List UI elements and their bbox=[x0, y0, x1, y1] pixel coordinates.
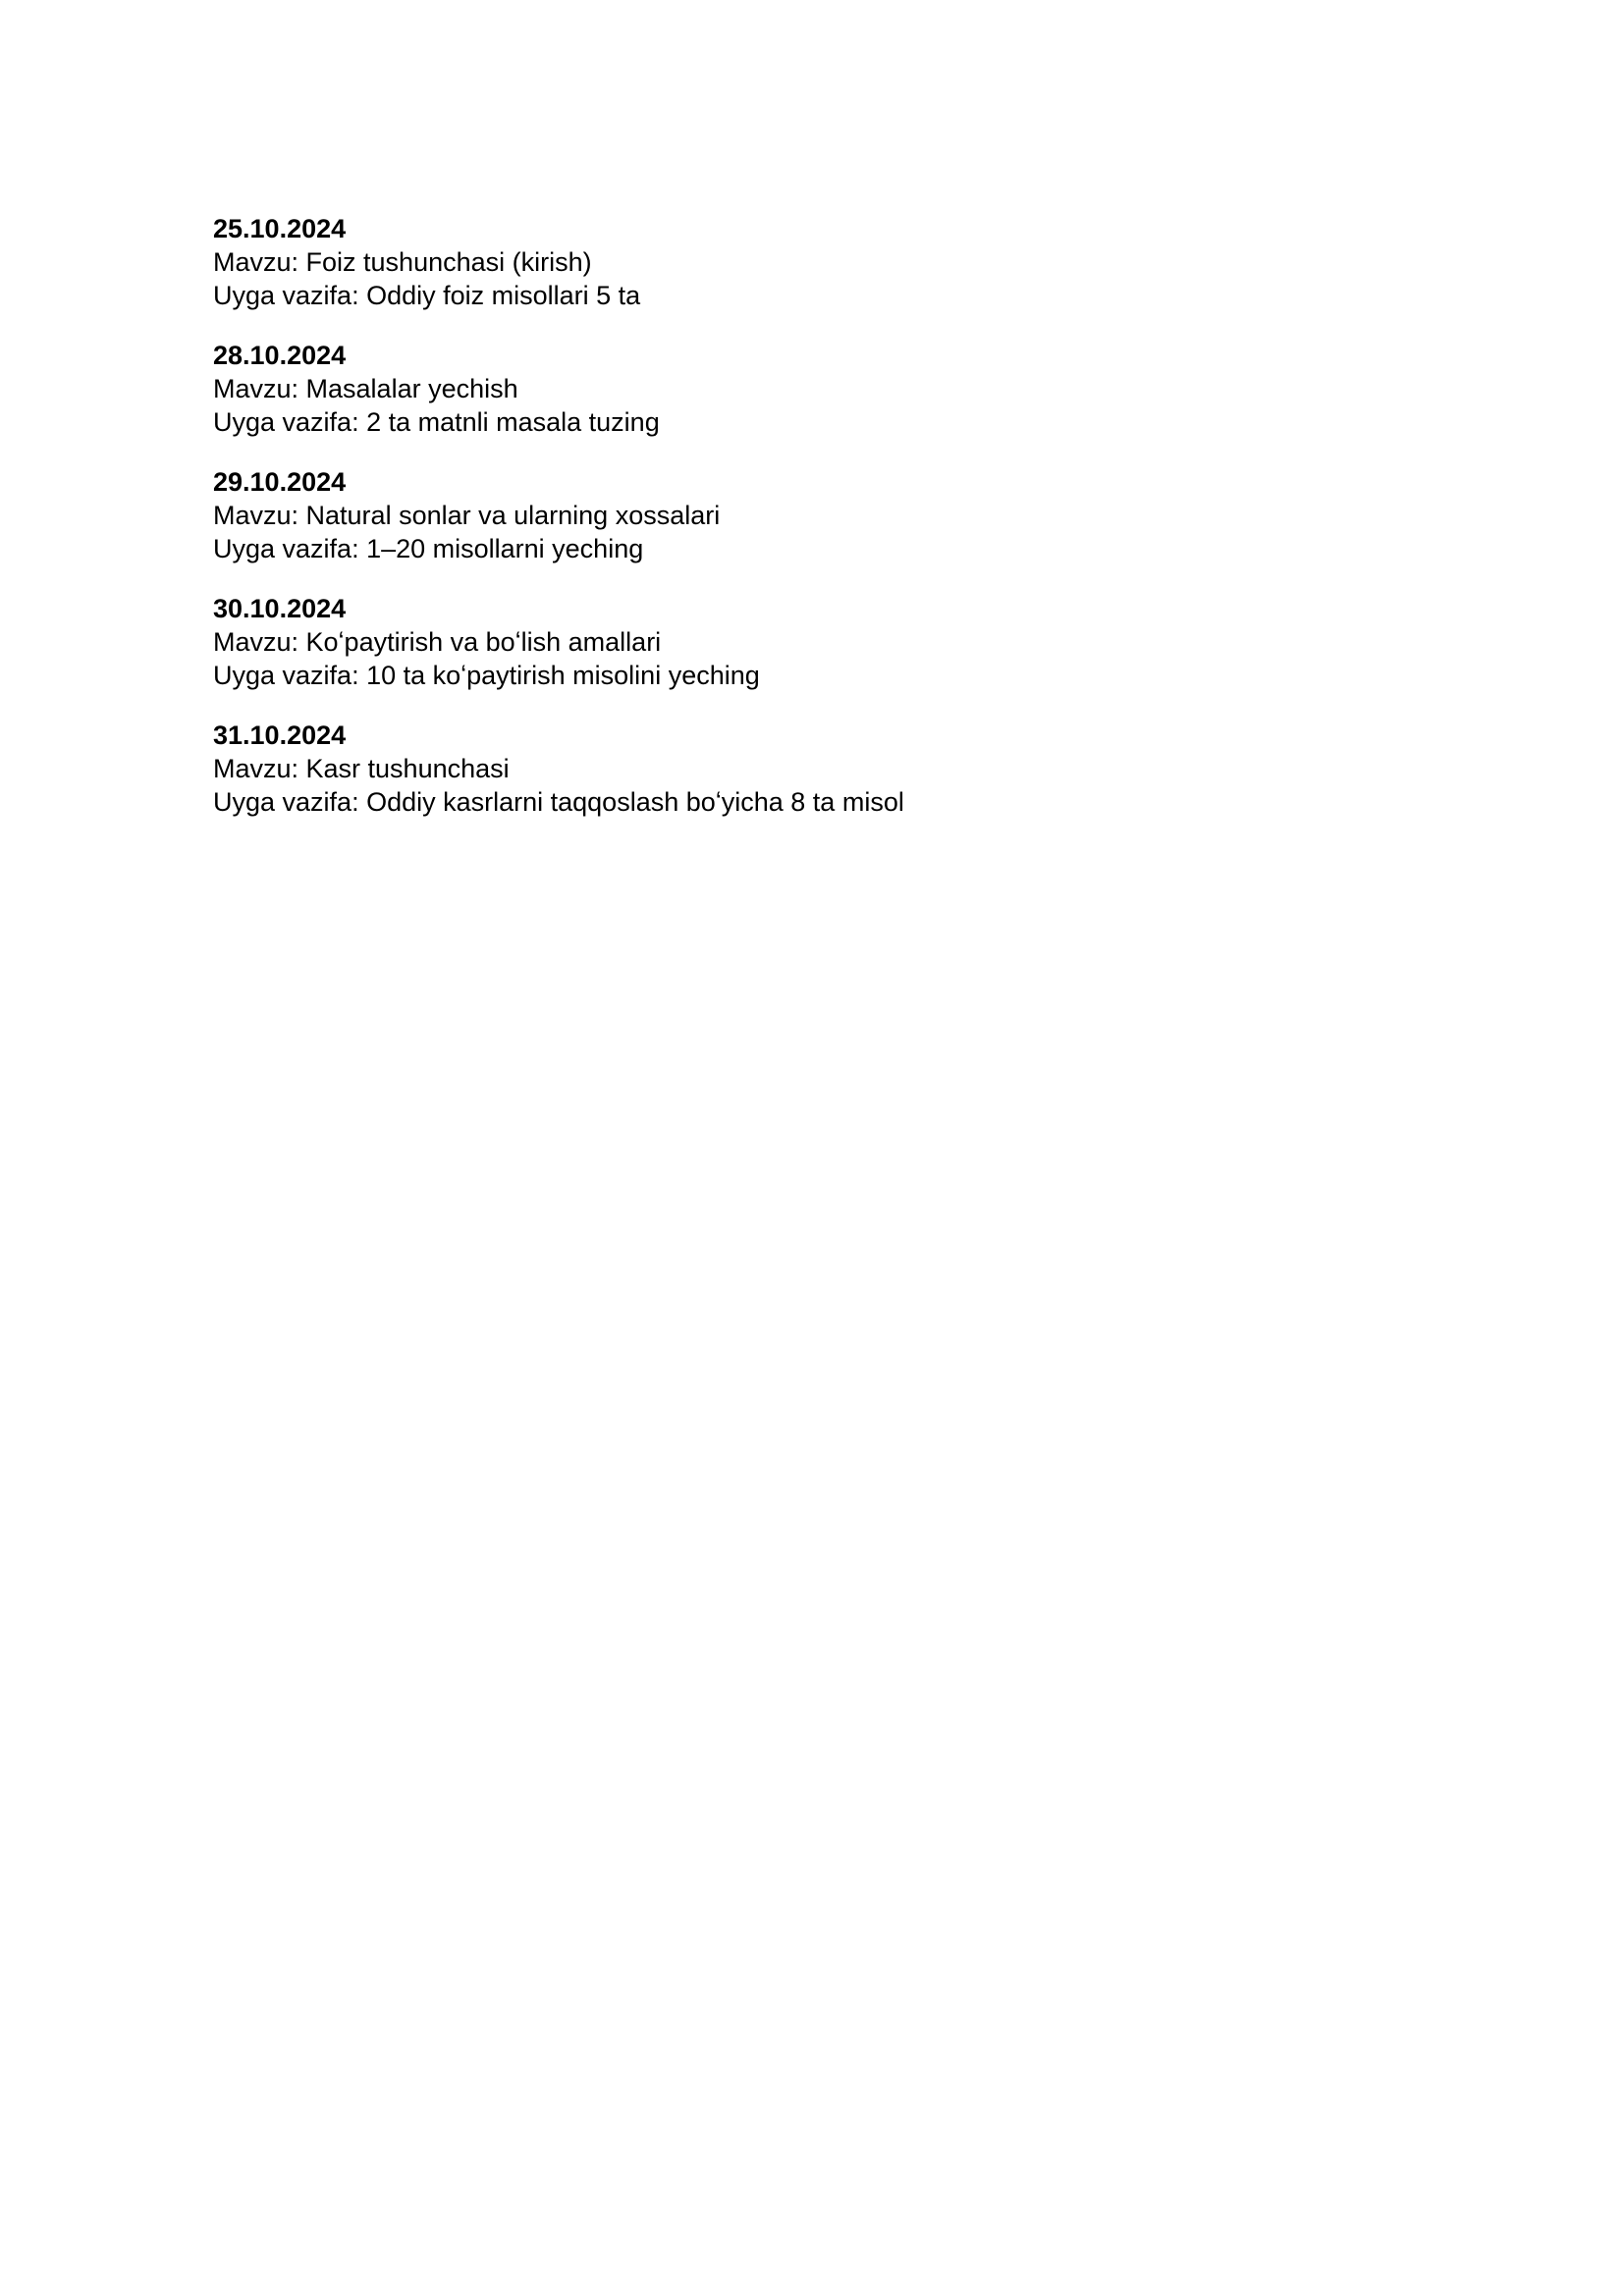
lesson-homework: Uyga vazifa: 1–20 misollarni yeching bbox=[213, 534, 644, 563]
lesson-homework: Uyga vazifa: Oddiy foiz misollari 5 ta bbox=[213, 281, 641, 310]
lesson-date: 31.10.2024 bbox=[213, 721, 347, 750]
lesson-entry bbox=[213, 592, 1411, 692]
lesson-topic: Mavzu: Natural sonlar va ularning xossalari bbox=[213, 501, 721, 530]
lesson-topic: Mavzu: Foiz tushunchasi (kirish) bbox=[213, 247, 592, 277]
lesson-entry bbox=[213, 212, 1411, 312]
lesson-entry bbox=[213, 465, 1411, 565]
lesson-date: 28.10.2024 bbox=[213, 341, 347, 370]
lesson-topic: Mavzu: Kasr tushunchasi bbox=[213, 754, 510, 783]
lesson-homework: Uyga vazifa: 2 ta matnli masala tuzing bbox=[213, 407, 660, 437]
lesson-homework: Uyga vazifa: Oddiy kasrlarni taqqoslash boʻyicha 8 ta misol bbox=[213, 787, 904, 817]
lesson-topic: Mavzu: Masalalar yechish bbox=[213, 374, 518, 403]
lesson-entry bbox=[213, 719, 1411, 819]
lesson-date: 25.10.2024 bbox=[213, 214, 347, 243]
lesson-entry bbox=[213, 339, 1411, 439]
lesson-date: 29.10.2024 bbox=[213, 467, 347, 497]
lesson-date: 30.10.2024 bbox=[213, 594, 347, 623]
lesson-homework: Uyga vazifa: 10 ta koʻpaytirish misolini yeching bbox=[213, 661, 760, 690]
lesson-list bbox=[213, 212, 1411, 845]
lesson-topic: Mavzu: Koʻpaytirish va boʻlish amallari bbox=[213, 627, 662, 657]
